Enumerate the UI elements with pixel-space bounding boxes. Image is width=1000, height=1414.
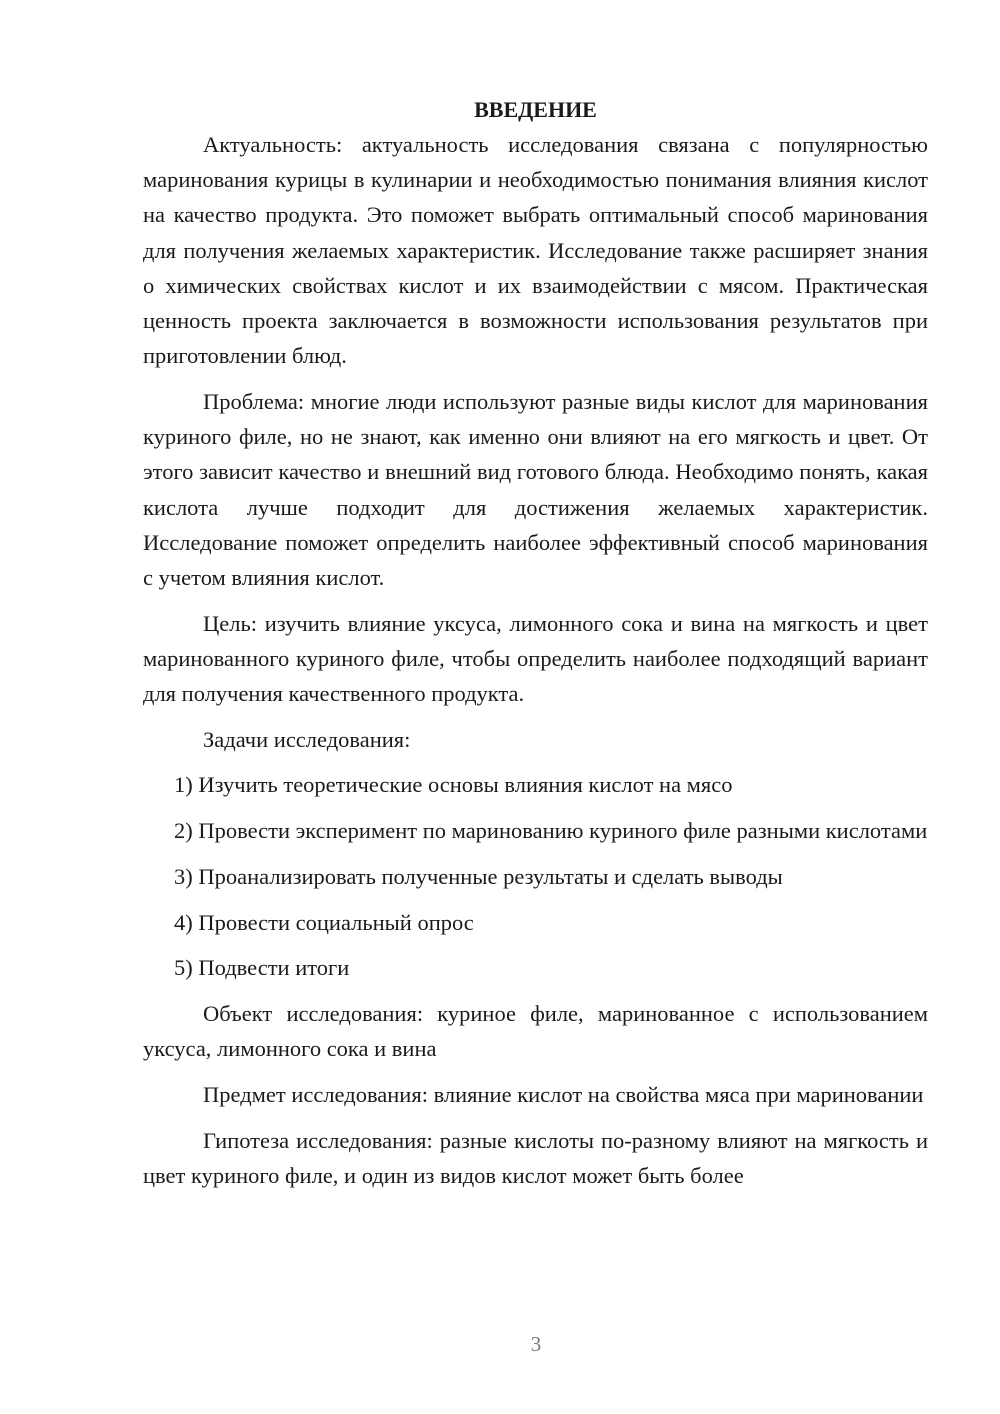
task-item: 4) Провести социальный опрос [174,909,474,935]
task-item: 3) Проанализировать полученные результаты и сделать выводы [174,863,783,889]
problem-paragraph: Проблема: многие люди используют разные виды кислот для маринования куриного филе, но не знают, как именно они влияют на его мягкость и цвет. От этого зависит качество и внешний вид готового блюда. Необходимо понять, какая кислота лучше подходит для достижения желаемых характеристик. Исследование поможет определить наиболее эффективный способ маринования с учетом влияния кислот. [143,388,928,590]
subject-paragraph: Предмет исследования: влияние кислот на свойства мяса при мариновании [203,1081,924,1107]
hypothesis-paragraph: Гипотеза исследования: разные кислоты по-разному влияют на мягкость и цвет куриного филе, и один из видов кислот может быть более [143,1127,928,1188]
task-item: 1) Изучить теоретические основы влияния кислот на мясо [174,772,733,798]
task-item: 2) Провести эксперимент по маринованию куриного филе разными кислотами [174,818,928,844]
goal-paragraph: Цель: изучить влияние уксуса, лимонного сока и вина на мягкость и цвет маринованного куриного филе, чтобы определить наиболее подходящий вариант для получения качественного продукта. [143,610,928,707]
task-item: 5) Подвести итоги [174,955,350,981]
document-page [143,92,928,1203]
relevance-paragraph: Актуальность: актуальность исследования связана с популярностью маринования курицы в кулинарии и необходимостью понимания влияния кислот на качество продукта. Это поможет выбрать оптимальный способ маринования для получения желаемых характеристик. Исследование также расширяет знания о химических свойствах кислот и их взаимодействии с мясом. Практическая ценность проекта заключается в возможности использования результатов при приготовлении блюд. [143,132,928,369]
page-number: 3 [530,1332,542,1356]
object-paragraph: Объект исследования: куриное филе, маринованное с использованием уксуса, лимонного сока и вина [143,1000,928,1062]
section-heading: ВВЕДЕНИЕ [474,97,597,122]
tasks-title: Задачи исследования: [203,726,411,752]
